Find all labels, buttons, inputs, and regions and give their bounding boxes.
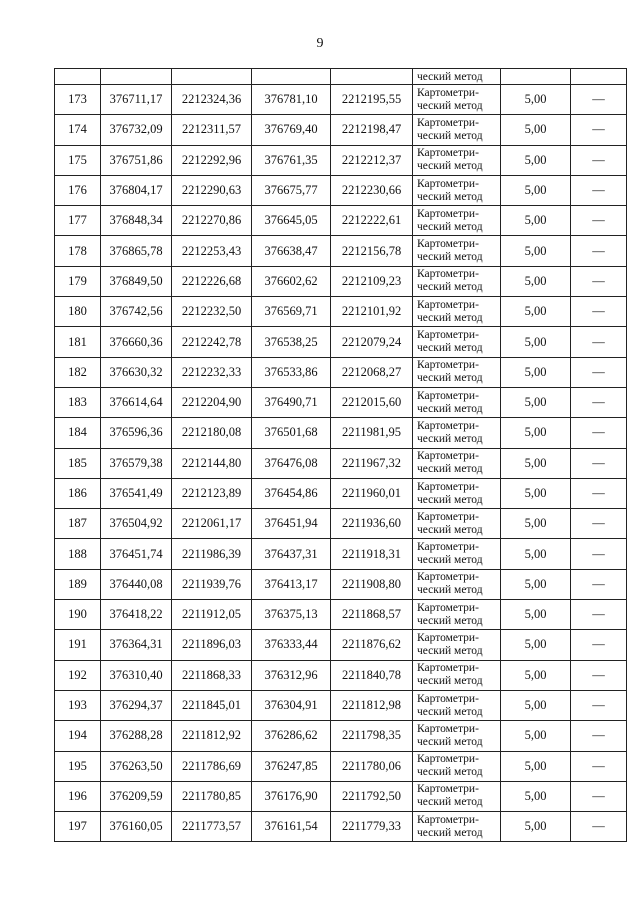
cell-method (413, 418, 501, 448)
cell-y2: 2211840,78 (331, 660, 413, 690)
cell-accuracy: 5,00 (501, 600, 571, 630)
cell-x2: 376451,94 (252, 509, 331, 539)
cell-y1: 2212204,90 (172, 387, 252, 417)
cell-y1: 2212144,80 (172, 448, 252, 478)
cell-note: — (571, 327, 627, 357)
cell-number: 197 (55, 812, 101, 842)
cell-x2: 376247,85 (252, 751, 331, 781)
table-row (55, 721, 627, 751)
cell-note (571, 69, 627, 85)
table-row (55, 751, 627, 781)
cell-accuracy: 5,00 (501, 721, 571, 751)
cell-accuracy: 5,00 (501, 781, 571, 811)
cell-accuracy: 5,00 (501, 327, 571, 357)
cell-note: — (571, 175, 627, 205)
method-line-1: Картометри- (417, 692, 479, 705)
cell-note: — (571, 418, 627, 448)
cell-y2: 2212068,27 (331, 357, 413, 387)
cell-y2: 2211981,95 (331, 418, 413, 448)
cell-y2: 2211876,62 (331, 630, 413, 660)
cell-y2: 2211960,01 (331, 478, 413, 508)
cell-x1: 376732,09 (101, 115, 172, 145)
cell-accuracy: 5,00 (501, 357, 571, 387)
method-line-1: Картометри- (417, 329, 479, 342)
cell-y2: 2212015,60 (331, 387, 413, 417)
cell-y2: 2211936,60 (331, 509, 413, 539)
cell-x2: 376781,10 (252, 85, 331, 115)
cell-y1 (172, 69, 252, 85)
cell-accuracy: 5,00 (501, 660, 571, 690)
cell-number: 179 (55, 266, 101, 296)
cell-x1: 376504,92 (101, 509, 172, 539)
table-row (55, 690, 627, 720)
cell-x2: 376304,91 (252, 690, 331, 720)
method-line-1: Картометри- (417, 298, 479, 311)
cell-number: 186 (55, 478, 101, 508)
cell-y1: 2211868,33 (172, 660, 252, 690)
cell-number: 184 (55, 418, 101, 448)
cell-y1: 2212226,68 (172, 266, 252, 296)
cell-number: 174 (55, 115, 101, 145)
method-line-1: Картометри- (417, 813, 479, 826)
cell-x2: 376761,35 (252, 145, 331, 175)
cell-number: 177 (55, 206, 101, 236)
cell-y1: 2211812,92 (172, 721, 252, 751)
table-row (55, 660, 627, 690)
cell-number: 181 (55, 327, 101, 357)
cell-accuracy: 5,00 (501, 175, 571, 205)
cell-y2: 2212156,78 (331, 236, 413, 266)
cell-note: — (571, 478, 627, 508)
cell-accuracy: 5,00 (501, 387, 571, 417)
cell-x2: 376675,77 (252, 175, 331, 205)
cell-note: — (571, 781, 627, 811)
table-row (55, 175, 627, 205)
cell-method (413, 327, 501, 357)
cell-x1: 376288,28 (101, 721, 172, 751)
method-line-2: ческий метод (417, 190, 483, 203)
cell-method (413, 266, 501, 296)
cell-x2: 376437,31 (252, 539, 331, 569)
cell-x2: 376501,68 (252, 418, 331, 448)
cell-x1: 376660,36 (101, 327, 172, 357)
method-line-1: Картометри- (417, 177, 479, 190)
method-line-1: Картометри- (417, 722, 479, 735)
cell-x1: 376209,59 (101, 781, 172, 811)
cell-x1: 376541,49 (101, 478, 172, 508)
cell-y1: 2212270,86 (172, 206, 252, 236)
cell-x2: 376312,96 (252, 660, 331, 690)
cell-number: 176 (55, 175, 101, 205)
cell-y2: 2212109,23 (331, 266, 413, 296)
cell-x2: 376375,13 (252, 600, 331, 630)
cell-number (55, 69, 101, 85)
cell-y1: 2212232,33 (172, 357, 252, 387)
cell-method (413, 357, 501, 387)
cell-number: 178 (55, 236, 101, 266)
cell-y2: 2212230,66 (331, 175, 413, 205)
cell-method (413, 297, 501, 327)
table-row (55, 297, 627, 327)
table-row (55, 266, 627, 296)
table-row (55, 85, 627, 115)
cell-y2: 2212079,24 (331, 327, 413, 357)
cell-x1: 376263,50 (101, 751, 172, 781)
cell-accuracy: 5,00 (501, 266, 571, 296)
cell-accuracy: 5,00 (501, 630, 571, 660)
cell-note: — (571, 660, 627, 690)
cell-x2: 376533,86 (252, 357, 331, 387)
cell-method (413, 448, 501, 478)
cell-method (413, 812, 501, 842)
cell-number: 196 (55, 781, 101, 811)
cell-note: — (571, 206, 627, 236)
cell-method (413, 206, 501, 236)
cell-x1: 376440,08 (101, 569, 172, 599)
cell-y1: 2211845,01 (172, 690, 252, 720)
cell-y1: 2212253,43 (172, 236, 252, 266)
cell-x1: 376711,17 (101, 85, 172, 115)
cell-x1: 376614,64 (101, 387, 172, 417)
method-line-2: ческий метод (417, 584, 483, 597)
cell-method (413, 175, 501, 205)
cell-accuracy (501, 69, 571, 85)
table-row (55, 236, 627, 266)
cell-accuracy: 5,00 (501, 690, 571, 720)
method-line-2: ческий метод (417, 796, 483, 809)
cell-accuracy: 5,00 (501, 115, 571, 145)
method-line-2: ческий метод (417, 220, 483, 233)
cell-note: — (571, 85, 627, 115)
method-line-1: Картометри- (417, 571, 479, 584)
cell-x2: 376176,90 (252, 781, 331, 811)
cell-y2: 2211812,98 (331, 690, 413, 720)
cell-x2: 376538,25 (252, 327, 331, 357)
cell-number: 187 (55, 509, 101, 539)
cell-note: — (571, 297, 627, 327)
cell-note: — (571, 630, 627, 660)
table-row (55, 418, 627, 448)
method-line-2: ческий метод (417, 281, 483, 294)
cell-method (413, 630, 501, 660)
cell-y2: 2211918,31 (331, 539, 413, 569)
cell-x1: 376451,74 (101, 539, 172, 569)
method-line-2: ческий метод (417, 372, 483, 385)
cell-y1: 2212180,08 (172, 418, 252, 448)
method-line-2: ческий метод (417, 129, 483, 142)
cell-x1: 376849,50 (101, 266, 172, 296)
table-row (55, 145, 627, 175)
cell-number: 192 (55, 660, 101, 690)
method-line-2: ческий метод (417, 493, 483, 506)
table-row (55, 600, 627, 630)
method-line-2: ческий метод (417, 554, 483, 567)
cell-note: — (571, 145, 627, 175)
cell-x1: 376630,32 (101, 357, 172, 387)
method-line-2: ческий метод (417, 614, 483, 627)
cell-y2: 2211780,06 (331, 751, 413, 781)
table-row (55, 509, 627, 539)
cell-accuracy: 5,00 (501, 509, 571, 539)
cell-y2: 2212198,47 (331, 115, 413, 145)
cell-number: 191 (55, 630, 101, 660)
cell-x2 (252, 69, 331, 85)
cell-number: 175 (55, 145, 101, 175)
method-line-1: Картометри- (417, 662, 479, 675)
cell-x1: 376742,56 (101, 297, 172, 327)
cell-x1: 376310,40 (101, 660, 172, 690)
cell-number: 189 (55, 569, 101, 599)
cell-x1: 376751,86 (101, 145, 172, 175)
cell-accuracy: 5,00 (501, 812, 571, 842)
method-line-1: Картометри- (417, 86, 479, 99)
cell-note: — (571, 569, 627, 599)
cell-number: 193 (55, 690, 101, 720)
cell-note: — (571, 115, 627, 145)
table-row (55, 539, 627, 569)
table-row (55, 781, 627, 811)
coordinates-table (54, 68, 627, 842)
cell-y2: 2211779,33 (331, 812, 413, 842)
cell-note: — (571, 266, 627, 296)
cell-method (413, 721, 501, 751)
method-line-1: Картометри- (417, 147, 479, 160)
cell-x2: 376333,44 (252, 630, 331, 660)
cell-number: 185 (55, 448, 101, 478)
cell-y2: 2212101,92 (331, 297, 413, 327)
cell-number: 183 (55, 387, 101, 417)
cell-method (413, 509, 501, 539)
cell-x1: 376364,31 (101, 630, 172, 660)
cell-y1: 2212123,89 (172, 478, 252, 508)
method-line-1: Картометри- (417, 207, 479, 220)
cell-y1: 2211939,76 (172, 569, 252, 599)
method-line-1: Картометри- (417, 541, 479, 554)
cell-method (413, 569, 501, 599)
method-line-2: ческий метод (417, 251, 483, 264)
method-line-2: ческий метод (417, 342, 483, 355)
cell-y2: 2211868,57 (331, 600, 413, 630)
cell-method (413, 85, 501, 115)
cell-y1: 2212324,36 (172, 85, 252, 115)
page-number: 9 (316, 36, 324, 51)
table-row (55, 478, 627, 508)
method-line-1: Картометри- (417, 359, 479, 372)
cell-x2: 376569,71 (252, 297, 331, 327)
table-row (55, 357, 627, 387)
table-row (55, 206, 627, 236)
cell-x2: 376454,86 (252, 478, 331, 508)
cell-accuracy: 5,00 (501, 85, 571, 115)
method-line-2: ческий метод (417, 826, 483, 839)
cell-method (413, 600, 501, 630)
cell-number: 188 (55, 539, 101, 569)
method-line-1: Картометри- (417, 268, 479, 281)
cell-x1: 376848,34 (101, 206, 172, 236)
method-line-2: ческий метод (417, 311, 483, 324)
cell-y1: 2212292,96 (172, 145, 252, 175)
cell-x1: 376418,22 (101, 600, 172, 630)
cell-y1: 2212311,57 (172, 115, 252, 145)
cell-note: — (571, 539, 627, 569)
cell-y1: 2211773,57 (172, 812, 252, 842)
cell-note: — (571, 357, 627, 387)
cell-y2: 2211792,50 (331, 781, 413, 811)
cell-x1: 376596,36 (101, 418, 172, 448)
table-row (55, 448, 627, 478)
cell-x2: 376161,54 (252, 812, 331, 842)
method-line-2: ческий метод (417, 432, 483, 445)
cell-number: 194 (55, 721, 101, 751)
cell-method (413, 145, 501, 175)
table-body (55, 69, 627, 842)
cell-y1: 2211780,85 (172, 781, 252, 811)
cell-x2: 376490,71 (252, 387, 331, 417)
cell-y1: 2211896,03 (172, 630, 252, 660)
cell-y2: 2212195,55 (331, 85, 413, 115)
cell-note: — (571, 600, 627, 630)
cell-number: 190 (55, 600, 101, 630)
cell-accuracy: 5,00 (501, 539, 571, 569)
method-line-2: ческий метод (417, 160, 483, 173)
method-line-2: ческий метод (417, 99, 483, 112)
cell-method (413, 387, 501, 417)
cell-number: 195 (55, 751, 101, 781)
method-line-2: ческий метод (417, 766, 483, 779)
cell-method (413, 236, 501, 266)
cell-note: — (571, 721, 627, 751)
cell-x1: 376160,05 (101, 812, 172, 842)
method-line-1: Картометри- (417, 510, 479, 523)
table-row (55, 812, 627, 842)
cell-accuracy: 5,00 (501, 236, 571, 266)
cell-x2: 376602,62 (252, 266, 331, 296)
method-line-2: ческий метод (417, 644, 483, 657)
cell-x1: 376865,78 (101, 236, 172, 266)
method-line-2: ческий метод (417, 523, 483, 536)
cell-x2: 376286,62 (252, 721, 331, 751)
cell-note: — (571, 236, 627, 266)
table-row (55, 569, 627, 599)
method-line-2: ческий метод (417, 705, 483, 718)
cell-method (413, 781, 501, 811)
cell-note: — (571, 812, 627, 842)
method-line-1: Картометри- (417, 601, 479, 614)
cell-method (413, 690, 501, 720)
method-line-2: ческий метод (417, 735, 483, 748)
cell-y2: 2212212,37 (331, 145, 413, 175)
cell-accuracy: 5,00 (501, 418, 571, 448)
continued-row (55, 69, 627, 85)
cell-x2: 376413,17 (252, 569, 331, 599)
table-row (55, 115, 627, 145)
cell-note: — (571, 690, 627, 720)
cell-x1 (101, 69, 172, 85)
cell-accuracy: 5,00 (501, 569, 571, 599)
cell-accuracy: 5,00 (501, 751, 571, 781)
cell-accuracy: 5,00 (501, 448, 571, 478)
cell-y1: 2211786,69 (172, 751, 252, 781)
method-line-1: Картометри- (417, 783, 479, 796)
cell-y1: 2211912,05 (172, 600, 252, 630)
method-line-1: Картометри- (417, 631, 479, 644)
method-line-1: Картометри- (417, 116, 479, 129)
method-line-1: Картометри- (417, 238, 479, 251)
method-line-2: ческий метод (417, 402, 483, 415)
table-row (55, 630, 627, 660)
cell-x2: 376769,40 (252, 115, 331, 145)
cell-number: 180 (55, 297, 101, 327)
table-row (55, 387, 627, 417)
cell-note: — (571, 448, 627, 478)
cell-accuracy: 5,00 (501, 145, 571, 175)
method-line-1: Картометри- (417, 753, 479, 766)
cell-method: ческий метод (413, 69, 501, 85)
cell-method (413, 660, 501, 690)
method-line-1: Картометри- (417, 419, 479, 432)
cell-y2: 2212222,61 (331, 206, 413, 236)
method-line-1: Картометри- (417, 480, 479, 493)
cell-y1: 2212061,17 (172, 509, 252, 539)
cell-y2: 2211967,32 (331, 448, 413, 478)
cell-y1: 2212242,78 (172, 327, 252, 357)
cell-note: — (571, 509, 627, 539)
table-row (55, 327, 627, 357)
cell-x1: 376804,17 (101, 175, 172, 205)
cell-y1: 2212290,63 (172, 175, 252, 205)
cell-y1: 2211986,39 (172, 539, 252, 569)
cell-accuracy: 5,00 (501, 478, 571, 508)
cell-y1: 2212232,50 (172, 297, 252, 327)
cell-x2: 376638,47 (252, 236, 331, 266)
method-line-2: ческий метод (417, 675, 483, 688)
cell-accuracy: 5,00 (501, 297, 571, 327)
cell-note: — (571, 751, 627, 781)
cell-y2: 2211798,35 (331, 721, 413, 751)
cell-method (413, 751, 501, 781)
cell-note: — (571, 387, 627, 417)
cell-method (413, 539, 501, 569)
cell-number: 173 (55, 85, 101, 115)
cell-x2: 376645,05 (252, 206, 331, 236)
cell-y2: 2211908,80 (331, 569, 413, 599)
method-line-1: Картометри- (417, 450, 479, 463)
cell-x2: 376476,08 (252, 448, 331, 478)
cell-y2 (331, 69, 413, 85)
cell-accuracy: 5,00 (501, 206, 571, 236)
cell-method (413, 478, 501, 508)
cell-number: 182 (55, 357, 101, 387)
cell-x1: 376294,37 (101, 690, 172, 720)
cell-method (413, 115, 501, 145)
method-line-2: ческий метод (417, 463, 483, 476)
cell-x1: 376579,38 (101, 448, 172, 478)
method-line-1: Картометри- (417, 389, 479, 402)
